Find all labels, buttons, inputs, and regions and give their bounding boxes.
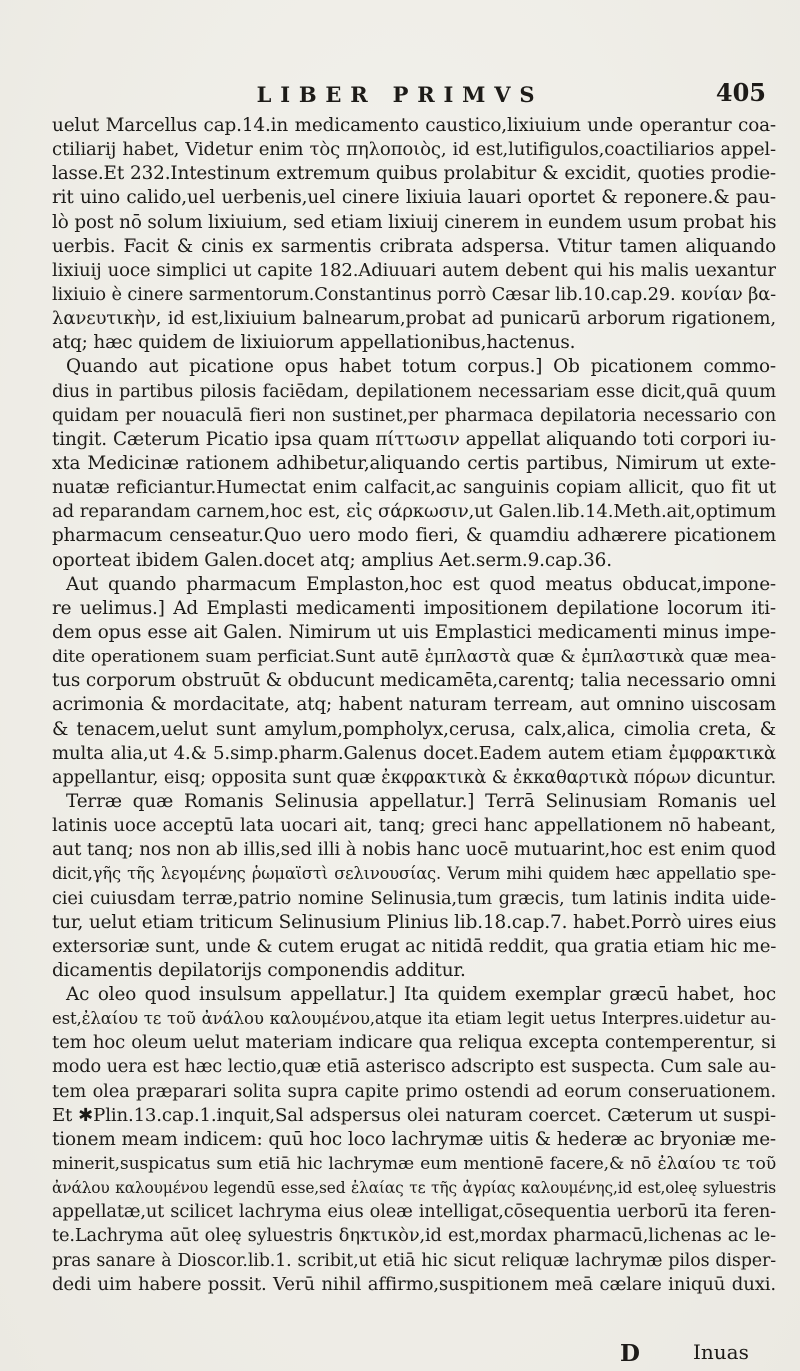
- text-line: dedi uim habere possit. Verū nihil affirmo,suspitionem meā cælare iniquū duxi.: [52, 1273, 776, 1295]
- text-line: dite operationem suam perficiat.Sunt autē ἐμπλαστὰ quæ & ἐμπλαστικὰ quæ mea-: [52, 647, 776, 668]
- text-line: aut tanq; nos non ab illis,sed illi à nobis hanc uocē mutuarint,hoc est enim quod: [52, 839, 776, 861]
- text-line: dicit,γῆς τῆς λεγομένης ῥωμαϊστὶ σελινουσίας. Verum mihi quidem hæc appellatio spe-: [52, 864, 776, 884]
- text-line: pharmacum censeatur.Quo uero modo fieri, & quamdiu adhærere picationem: [52, 525, 776, 547]
- text-line: re uelimus.] Ad Emplasti medicamenti impositionem depilatione locorum iti-: [52, 597, 776, 619]
- text-line: extersoriæ sunt, unde & cutem erugat ac nitidā reddit, qua gratia etiam hic me-: [52, 935, 776, 957]
- text-line: lò post nō solum lixiuium, sed etiam lixiuij cinerem in eundem usum probat his: [52, 211, 776, 233]
- text-line: latinis uoce acceptū lata uocari ait, tanq; greci hanc appellationem nō habeant,: [52, 815, 776, 837]
- catchword: Inuas: [693, 1340, 749, 1364]
- text-line: & tenacem,uelut sunt amylum,pompholyx,cerusa, calx,alica, cimolia creta, &: [52, 718, 776, 740]
- text-line: multa alia,ut 4.& 5.simp.pharm.Galenus docet.Eadem autem etiam ἐμφρακτικὰ: [52, 742, 776, 764]
- text-line: Terræ quæ Romanis Selinusia appellatur.] Terrā Selinusiam Romanis uel: [66, 790, 776, 812]
- text-line: uerbis. Facit & cinis ex sarmentis cribrata adspersa. Vtitur tamen aliquando: [52, 235, 776, 257]
- text-line: Quando aut picatione opus habet totum corpus.] Ob picationem commo-: [66, 356, 776, 378]
- text-line: tionem meam indicem: quū hoc loco lachrymæ uitis & hederæ ac bryoniæ me-: [52, 1128, 776, 1150]
- text-line: atq; hæc quidem de lixiuiorum appellationibus,hactenus.: [52, 332, 576, 354]
- text-line: modo uera est hæc lectio,quæ etiā asterisco adscripto est suspecta. Cum sale au-: [52, 1056, 776, 1078]
- text-line: uelut Marcellus cap.14.in medicamento caustico,lixiuium unde operantur coa-: [52, 115, 776, 136]
- text-line: rit uino calido,uel uerbenis,uel cinere lixiuia lauari oportet & reponere.& pau-: [52, 187, 776, 209]
- text-line: dem opus esse ait Galen. Nimirum ut uis Emplastici medicamenti minus impe-: [52, 621, 776, 643]
- page-header: [0, 78, 800, 112]
- text-line: quidam per nouaculā fieri non sustinet,per pharmaca depilatoria necessario con: [52, 404, 776, 426]
- running-head: LIBER PRIMVS: [256, 82, 544, 107]
- text-line: acrimonia & mordacitate, atq; habent naturam terream, aut omnino uiscosam: [52, 694, 776, 716]
- text-line: appellatæ,ut scilicet lachryma eius oleæ intelligat,cōsequentia uerborū ita feren-: [52, 1201, 776, 1223]
- text-line: tur, uelut etiam triticum Selinusium Plinius lib.18.cap.7. habet.Porrò uires eius: [52, 911, 776, 933]
- text-line: dicamentis depilatorijs componendis additur.: [52, 959, 466, 981]
- text-line: minerit,suspicatus sum etiā hic lachrymæ eum mentionē facere,& nō ἐλαίου τε τοῦ: [52, 1154, 776, 1175]
- text-line: ctiliarij habet, Videtur enim τὸς πηλοποιὸς, id est,lutifigulos,coactiliarios appel-: [52, 139, 776, 161]
- text-line: tus corporum obstruūt & obducunt medicamēta,carentq; talia necessario omni: [52, 670, 776, 692]
- page-footer: [0, 1340, 800, 1366]
- text-line: λανευτικὴν, id est,lixiuium balnearum,probat ad punicarū arborum rigationem,: [52, 308, 776, 330]
- body-text: [52, 114, 776, 1297]
- text-line: lixiuio è cinere sarmentorum.Constantinus porrò Cæsar lib.10.cap.29. κονίαν βα-: [52, 283, 776, 305]
- text-line: xta Medicinæ rationem adhibetur,aliquando certis partibus, Nimirum ut exte-: [52, 452, 776, 474]
- text-line: tingit. Cæterum Picatio ipsa quam πίττωσιν appellat aliquando toti corpori iu-: [52, 428, 776, 450]
- page-number: 405: [715, 78, 766, 107]
- text-line: tem olea præparari solita supra capite primo ostendi ad eorum conseruationem.: [52, 1080, 776, 1102]
- text-line: est,ἐλαίου τε τοῦ ἀνάλου καλουμένου,atque ita etiam legit uetus Interpres.uidetur au-: [52, 1009, 776, 1029]
- text-line: pras sanare à Dioscor.lib.1. scribit,ut etiā hic sicut reliquæ lachrymæ pilos disper-: [52, 1250, 776, 1271]
- text-line: Ac oleo quod insulsum appellatur.] Ita quidem exemplar græcū habet, hoc: [66, 984, 776, 1006]
- text-line: Aut quando pharmacum Emplaston,hoc est quod meatus obducat,impone-: [66, 573, 776, 595]
- text-line: ἀνάλου καλουμένου legendū esse,sed ἐλαίας τε τῆς ἀγρίας καλουμένης,id est,oleę syluestris: [52, 1179, 776, 1198]
- text-line: oporteat ibidem Galen.docet atq; amplius Aet.serm.9.cap.36.: [52, 549, 612, 571]
- text-line: lixiuij uoce simplici ut capite 182.Adiuuari autem debent qui his malis uexantur: [52, 259, 776, 281]
- text-line: nuatæ reficiantur.Humectat enim calfacit,ac sanguinis copiam allicit, quo fit ut: [52, 477, 776, 499]
- text-line: appellantur, eisq; opposita sunt quæ ἐκφρακτικὰ & ἐκκαθαρτικὰ πόρων dicuntur.: [52, 766, 776, 788]
- text-line: Et ✱Plin.13.cap.1.inquit,Sal adspersus olei naturam coercet. Cæterum ut suspi-: [52, 1104, 776, 1126]
- text-line: dius in partibus pilosis faciēdam, depilationem necessariam esse dicit,quā quum: [52, 380, 776, 402]
- signature-mark: D: [620, 1340, 640, 1367]
- text-line: tem hoc oleum uelut materiam indicare qua reliqua excepta contemperentur, si: [52, 1032, 776, 1054]
- text-line: ad reparandam carnem,hoc est, εἰς σάρκωσιν,ut Galen.lib.14.Meth.ait,optimum: [52, 501, 776, 523]
- text-line: te.Lachryma aūt oleę syluestris δηκτικὸν,id est,mordax pharmacū,lichenas ac le-: [52, 1225, 776, 1247]
- text-line: lasse.Et 232.Intestinum extremum quibus prolabitur & excidit, quoties prodie-: [52, 163, 776, 185]
- text-line: ciei cuiusdam terræ,patrio nomine Selinusia,tum græcis, tum latinis indita uide-: [52, 887, 776, 909]
